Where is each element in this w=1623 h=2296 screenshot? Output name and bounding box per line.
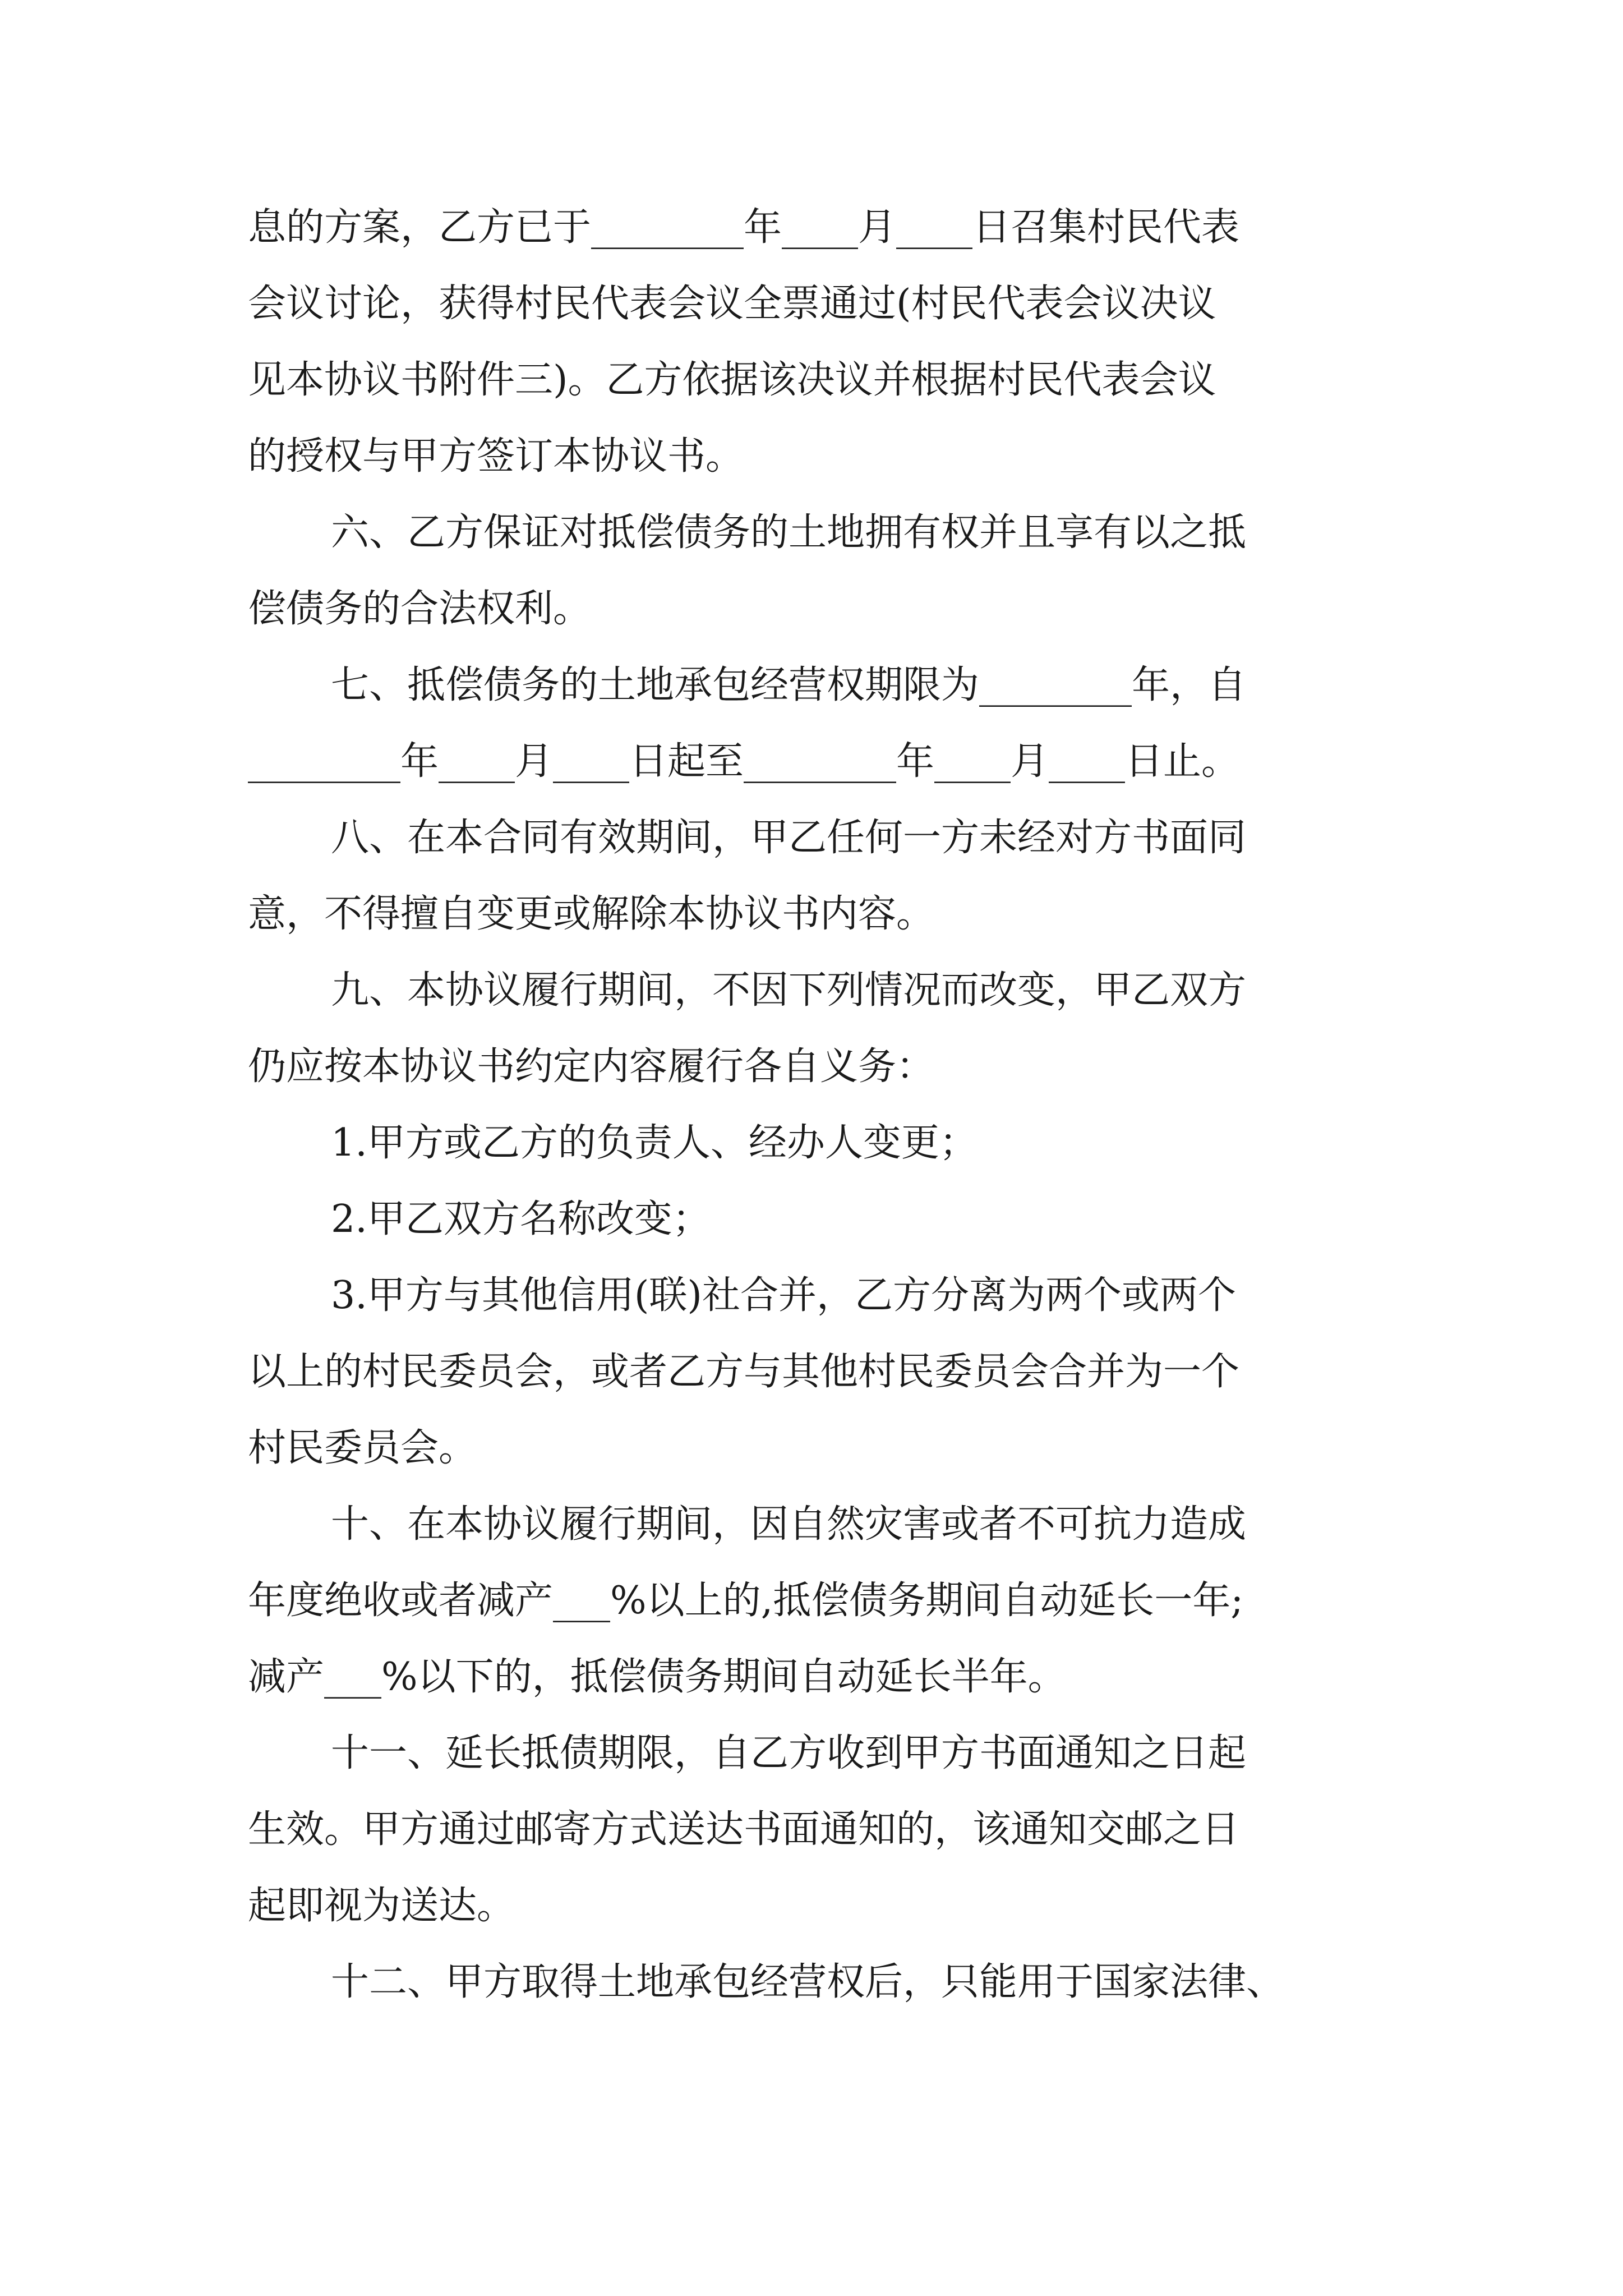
clause-6: 六、乙方保证对抵偿债务的土地拥有权并且享有以之抵 bbox=[331, 510, 1247, 555]
text-line: 起即视为送达。 bbox=[248, 1884, 515, 1928]
clause-12: 十二、甲方取得土地承包经营权后，只能用于国家法律、 bbox=[331, 1960, 1285, 2004]
list-item-2: 2.甲乙双方名称改变； bbox=[331, 1197, 711, 1241]
text-line: 生效。甲方通过邮寄方式送达书面通知的，该通知交邮之日 bbox=[248, 1807, 1240, 1852]
text-line: ________年____月____日起至________年____月____日止。 bbox=[248, 739, 1240, 784]
text-line: 见本协议书附件三)。乙方依据该决议并根据村民代表会议 bbox=[248, 358, 1216, 402]
list-item-1: 1.甲方或乙方的负责人、经办人变更； bbox=[331, 1121, 978, 1165]
list-item-3: 3.甲方与其他信用(联)社合并，乙方分离为两个或两个 bbox=[331, 1273, 1236, 1318]
clause-8: 八、在本合同有效期间，甲乙任何一方未经对方书面同 bbox=[331, 816, 1247, 860]
text-line: 会议讨论，获得村民代表会议全票通过(村民代表会议决议 bbox=[248, 282, 1216, 326]
text-line: 的授权与甲方签订本协议书。 bbox=[248, 434, 744, 478]
document-page bbox=[248, 205, 1392, 2004]
clause-10: 十、在本协议履行期间，因自然灾害或者不可抗力造成 bbox=[331, 1502, 1247, 1547]
text-line: 意，不得擅自变更或解除本协议书内容。 bbox=[248, 892, 935, 936]
text-line: 村民委员会。 bbox=[248, 1426, 477, 1470]
text-line: 偿债务的合法权利。 bbox=[248, 587, 592, 631]
text-line: 仍应按本协议书约定内容履行各自义务： bbox=[248, 1045, 935, 1089]
text-line: 以上的村民委员会，或者乙方与其他村民委员会合并为一个 bbox=[248, 1350, 1240, 1394]
text-line: 年度绝收或者减产___%以上的,抵偿债务期间自动延长一年; bbox=[248, 1579, 1244, 1623]
clause-11: 十一、延长抵债期限，自乙方收到甲方书面通知之日起 bbox=[331, 1731, 1247, 1775]
clause-7: 七、抵偿债务的土地承包经营权期限为________年，自 bbox=[331, 663, 1247, 707]
text-line: 息的方案，乙方已于________年____月____日召集村民代表 bbox=[248, 205, 1240, 250]
clause-9: 九、本协议履行期间，不因下列情况而改变，甲乙双方 bbox=[331, 968, 1247, 1013]
text-line: 减产___%以下的，抵偿债务期间自动延长半年。 bbox=[248, 1655, 1066, 1699]
